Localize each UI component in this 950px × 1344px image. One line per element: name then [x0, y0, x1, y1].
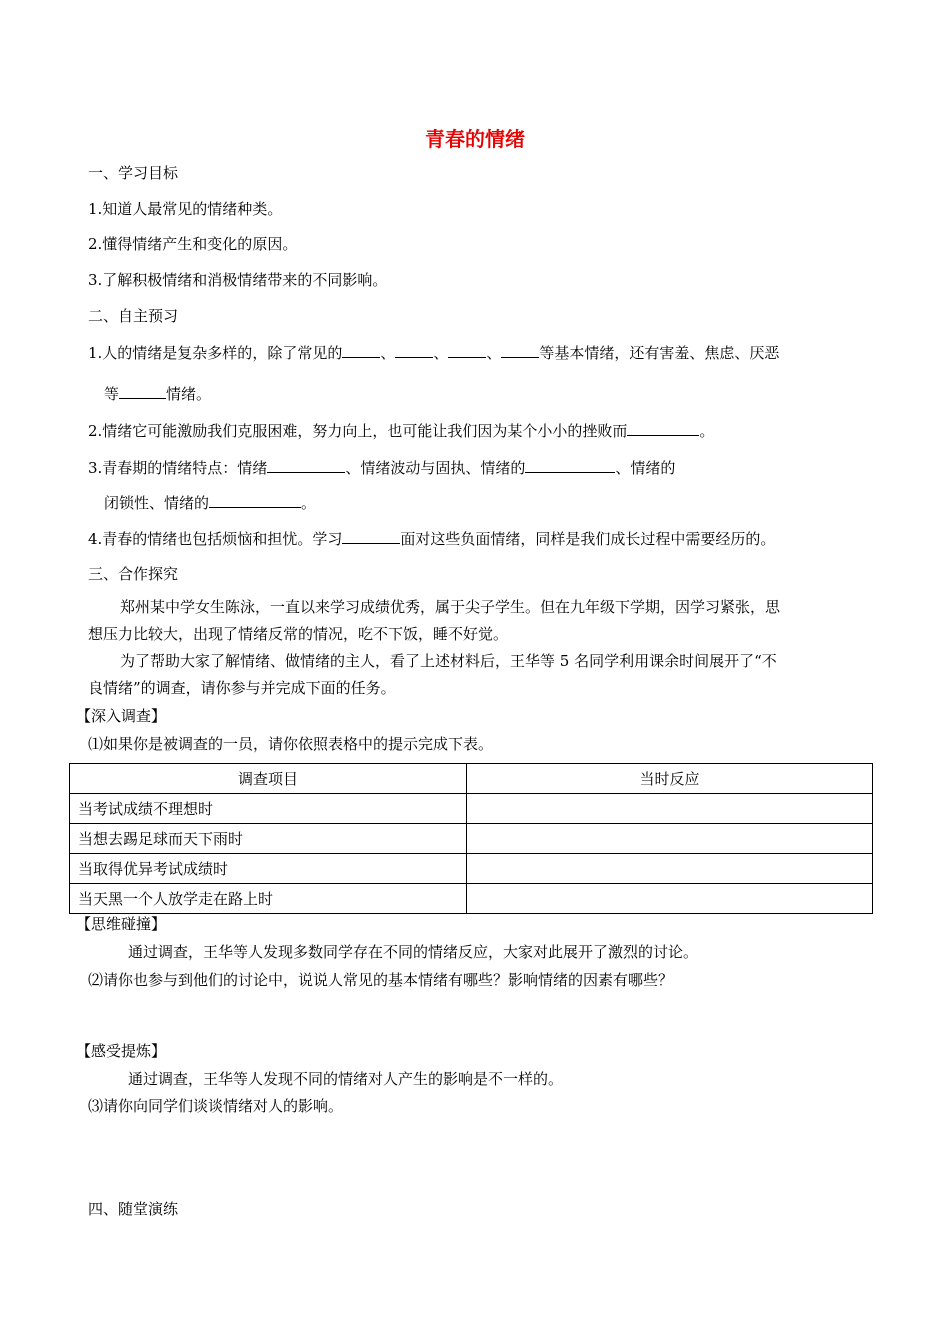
survey-question: ⑴如果你是被调查的一员，请你依照表格中的提示完成下表。: [88, 735, 494, 753]
preview-question-4: 4.青春的情绪也包括烦恼和担忧。学习 面对这些负面情绪，同样是我们成长过程中需要经历的。: [88, 530, 776, 548]
preview-question-1-cont: 等 情绪。: [104, 385, 212, 403]
preview-question-1: 1.人的情绪是复杂多样的，除了常见的 、 、 、 等基本情绪，还有害羞、焦虑、厌恶: [88, 344, 780, 362]
response-cell[interactable]: [467, 794, 873, 824]
section-heading-cooperate: 三、合作探究: [88, 565, 179, 583]
survey-item: 当考试成绩不理想时: [70, 794, 467, 824]
answer-blank[interactable]: [395, 342, 433, 358]
table-row: [70, 794, 873, 824]
preview-question-3: 3.青春期的情绪特点：情绪 、情绪波动与固执、情绪的 、情绪的: [88, 459, 676, 477]
response-cell[interactable]: [467, 884, 873, 914]
feel-text: 通过调查，王华等人发现不同的情绪对人产生的影响是不一样的。: [128, 1070, 564, 1088]
answer-blank[interactable]: [342, 528, 400, 544]
feel-heading: 【感受提炼】: [76, 1042, 167, 1060]
feel-question: ⑶请你向同学们谈谈情绪对人的影响。: [88, 1097, 344, 1115]
think-text: 通过调查，王华等人发现多数同学存在不同的情绪反应，大家对此展开了激烈的讨论。: [128, 943, 699, 961]
table-row: [70, 824, 873, 854]
page-title: 青春的情绪: [425, 127, 525, 151]
answer-blank[interactable]: [267, 457, 345, 473]
table-row: [70, 854, 873, 884]
answer-blank[interactable]: [501, 342, 539, 358]
section-heading-practice: 四、随堂演练: [88, 1200, 179, 1218]
survey-heading: 【深入调查】: [76, 707, 167, 725]
case-paragraph-line: 为了帮助大家了解情绪、做情绪的主人，看了上述材料后，王华等 5 名同学利用课余时间展开了“不: [120, 652, 777, 670]
think-question: ⑵请你也参与到他们的讨论中，说说人常见的基本情绪有哪些？影响情绪的因素有哪些？: [88, 971, 674, 989]
survey-table: [69, 763, 873, 914]
answer-blank[interactable]: [525, 457, 615, 473]
table-row: [70, 884, 873, 914]
response-cell[interactable]: [467, 824, 873, 854]
preview-question-2: 2.情绪它可能激励我们克服困难，努力向上，也可能让我们因为某个小小的挫败而 。: [88, 422, 715, 440]
response-cell[interactable]: [467, 854, 873, 884]
case-paragraph-line: 良情绪”的调查，请你参与并完成下面的任务。: [88, 679, 396, 697]
think-heading: 【思维碰撞】: [76, 915, 167, 933]
case-paragraph-line: 想压力比较大，出现了情绪反常的情况，吃不下饭，睡不好觉。: [88, 625, 509, 643]
answer-blank[interactable]: [119, 383, 166, 399]
goal-item: 3.了解积极情绪和消极情绪带来的不同影响。: [88, 271, 388, 289]
survey-item: 当天黑一个人放学走在路上时: [70, 884, 467, 914]
survey-item: 当取得优异考试成绩时: [70, 854, 467, 884]
section-heading-goals: 一、学习目标: [88, 164, 179, 182]
preview-question-3-cont: 闭锁性、情绪的 。: [104, 494, 317, 512]
table-header-row: [70, 764, 873, 794]
answer-blank[interactable]: [209, 492, 301, 508]
goal-item: 2.懂得情绪产生和变化的原因。: [88, 235, 298, 253]
section-heading-preview: 二、自主预习: [88, 307, 179, 325]
column-header: 调查项目: [70, 764, 467, 794]
survey-item: 当想去踢足球而天下雨时: [70, 824, 467, 854]
column-header: 当时反应: [467, 764, 873, 794]
case-paragraph-line: 郑州某中学女生陈泳，一直以来学习成绩优秀，属于尖子学生。但在九年级下学期，因学习紧张，思: [120, 598, 781, 616]
goal-item: 1.知道人最常见的情绪种类。: [88, 200, 283, 218]
answer-blank[interactable]: [448, 342, 486, 358]
answer-blank[interactable]: [627, 420, 699, 436]
answer-blank[interactable]: [342, 342, 380, 358]
